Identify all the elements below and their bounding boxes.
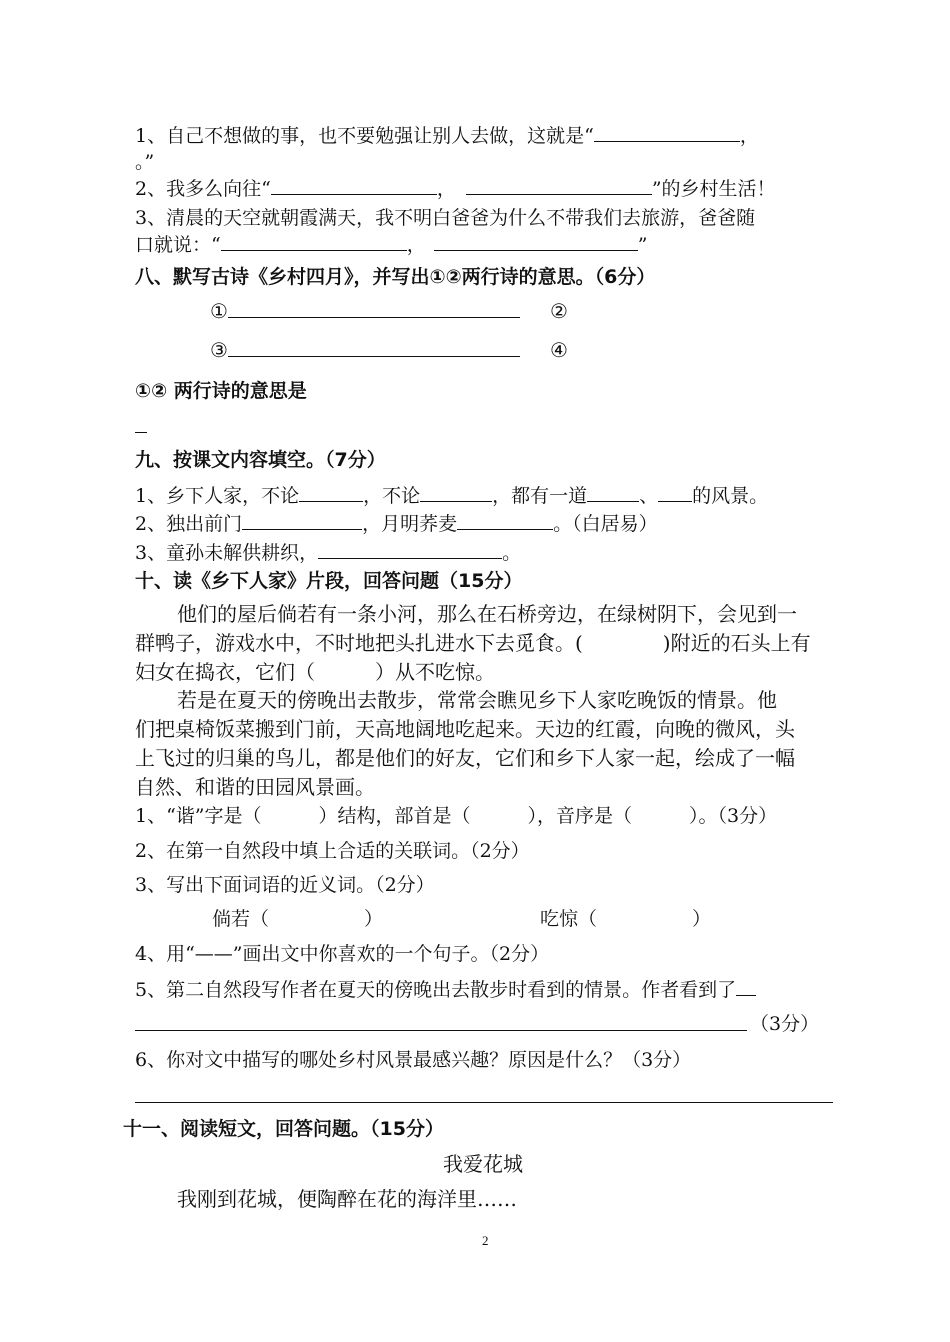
article-title: 我爱花城 xyxy=(443,1152,523,1176)
meaning-label: ①② 两行诗的意思是 xyxy=(135,380,307,402)
s10-q3-word-2: 吃惊（ ） xyxy=(540,908,712,930)
fill-q3-blank-2[interactable] xyxy=(434,232,638,251)
s9-q1-blank-3[interactable] xyxy=(587,483,639,502)
s10-q2: 2、在第一自然段中填上合适的关联词。（2分） xyxy=(135,840,530,862)
s9-q2-blank-1[interactable] xyxy=(242,511,362,530)
s10-q5-blank-2[interactable] xyxy=(135,1030,747,1031)
poem-blank-1[interactable] xyxy=(228,299,520,318)
poem-line-3 xyxy=(210,337,520,363)
section9-title: 九、按课文内容填空。（7分） xyxy=(135,449,386,471)
s10-q4: 4、用“——”画出文中你喜欢的一个句子。（2分） xyxy=(135,943,550,965)
s9-q1-e: 的风景。 xyxy=(692,485,769,507)
s9-q1-a: 1、乡下人家，不论 xyxy=(135,485,300,507)
fill-q1 xyxy=(135,123,759,149)
fill-q2-text: 2、我多么向往“ xyxy=(135,178,271,200)
fill-q1-blank[interactable] xyxy=(594,123,740,142)
s10-q3: 3、写出下面词语的近义词。（2分） xyxy=(135,874,435,896)
poem-line-1 xyxy=(210,298,520,324)
s10-q1: 1、“谐”字是（ ）结构，部首是（ ），音序是（ ）。（3分） xyxy=(135,805,778,827)
fill-q3-line1: 3、清晨的天空就朝霞满天，我不明白爸爸为什么不带我们去旅游，爸爸随 xyxy=(135,207,756,229)
fill-q3-end: ” xyxy=(637,234,648,256)
passage-p1-line1: 他们的屋后倘若有一条小河，那么在石桥旁边，在绿树阴下，会见到一 xyxy=(177,602,797,626)
s10-q6: 6、你对文中描写的哪处乡村风景最感兴趣？原因是什么？（3分） xyxy=(135,1049,692,1071)
s9-q1 xyxy=(135,483,768,509)
fill-q1-text: 1、自己不想做的事，也不要勉强让别人去做，这就是“ xyxy=(135,125,594,147)
s10-q6-blank[interactable] xyxy=(135,1102,833,1103)
passage-p1-line3: 妇女在捣衣，它们（ ）从不吃惊。 xyxy=(135,660,495,684)
fill-q3-comma: ， xyxy=(406,234,426,256)
fill-q2-blank-2[interactable] xyxy=(466,176,652,195)
s9-q3-b: 。 xyxy=(502,542,522,564)
passage-p1-line2: 群鸭子，游戏水中，不时地把头扎进水下去觅食。( )附近的石头上有 xyxy=(135,631,811,655)
passage-p2-line2: 们把桌椅饭菜搬到门前，天高地阔地吃起来。天边的红霞，向晚的微风，头 xyxy=(135,717,795,741)
passage-p2-line3: 上飞过的归巢的鸟儿，都是他们的好友，它们和乡下人家一起，绘成了一幅 xyxy=(135,746,795,770)
s10-q5-blank-1[interactable] xyxy=(736,977,756,996)
article-first-line: 我刚到花城，便陶醉在花的海洋里…… xyxy=(177,1187,517,1211)
s9-q1-blank-2[interactable] xyxy=(420,483,492,502)
s9-q2-b: ，月明荞麦 xyxy=(362,513,458,535)
s9-q2 xyxy=(135,511,658,537)
meaning-blank[interactable] xyxy=(135,432,147,433)
section8-title: 八、默写古诗《乡村四月》，并写出①②两行诗的意思。（6分） xyxy=(135,266,656,288)
passage-p2-line4: 自然、和谐的田园风景画。 xyxy=(135,775,375,799)
circle-3-marker: ③ xyxy=(210,338,228,362)
fill-q1-comma: ， xyxy=(739,125,759,147)
page-number: 2 xyxy=(482,1233,489,1248)
poem-blank-3[interactable] xyxy=(228,338,520,357)
fill-q3-text: 口就说：“ xyxy=(135,234,221,256)
fill-q1-end: 。” xyxy=(135,151,155,173)
circle-1-marker: ① xyxy=(210,299,228,323)
section10-title: 十、读《乡下人家》片段，回答问题（15分） xyxy=(135,570,523,592)
s9-q2-blank-2[interactable] xyxy=(457,511,553,530)
fill-q3-line2 xyxy=(135,232,647,258)
passage-p2-line1: 若是在夏天的傍晚出去散步，常常会瞧见乡下人家吃晚饭的情景。他 xyxy=(177,688,777,712)
section11-title: 十一、阅读短文，回答问题。（15分） xyxy=(123,1118,444,1140)
s10-q3-word-1: 倘若（ ） xyxy=(212,908,384,930)
s9-q2-a: 2、独出前门 xyxy=(135,513,243,535)
s9-q1-blank-1[interactable] xyxy=(299,483,363,502)
s9-q3-blank[interactable] xyxy=(318,540,502,559)
s10-q5-text: 5、第二自然段写作者在夏天的傍晚出去散步时看到的情景。作者看到了 xyxy=(135,979,737,1001)
s9-q1-blank-4[interactable] xyxy=(658,483,692,502)
s9-q1-b: ，不论 xyxy=(363,485,421,507)
fill-q2-suffix: ”的乡村生活！ xyxy=(651,178,776,200)
s9-q3-a: 3、童孙未解供耕织， xyxy=(135,542,319,564)
s10-q5-score: （3分） xyxy=(750,1013,820,1035)
fill-q2-blank-1[interactable] xyxy=(271,176,437,195)
circle-4-marker: ④ xyxy=(550,338,568,362)
s9-q1-d: 、 xyxy=(639,485,659,507)
s9-q1-c: ，都有一道 xyxy=(492,485,588,507)
s10-q5 xyxy=(135,977,756,1003)
fill-q2 xyxy=(135,176,776,202)
fill-q3-blank-1[interactable] xyxy=(221,232,407,251)
s9-q2-c: 。（白居易） xyxy=(553,513,658,535)
fill-q2-comma: ， xyxy=(436,178,456,200)
circle-2-marker: ② xyxy=(550,299,568,323)
s9-q3 xyxy=(135,540,521,566)
